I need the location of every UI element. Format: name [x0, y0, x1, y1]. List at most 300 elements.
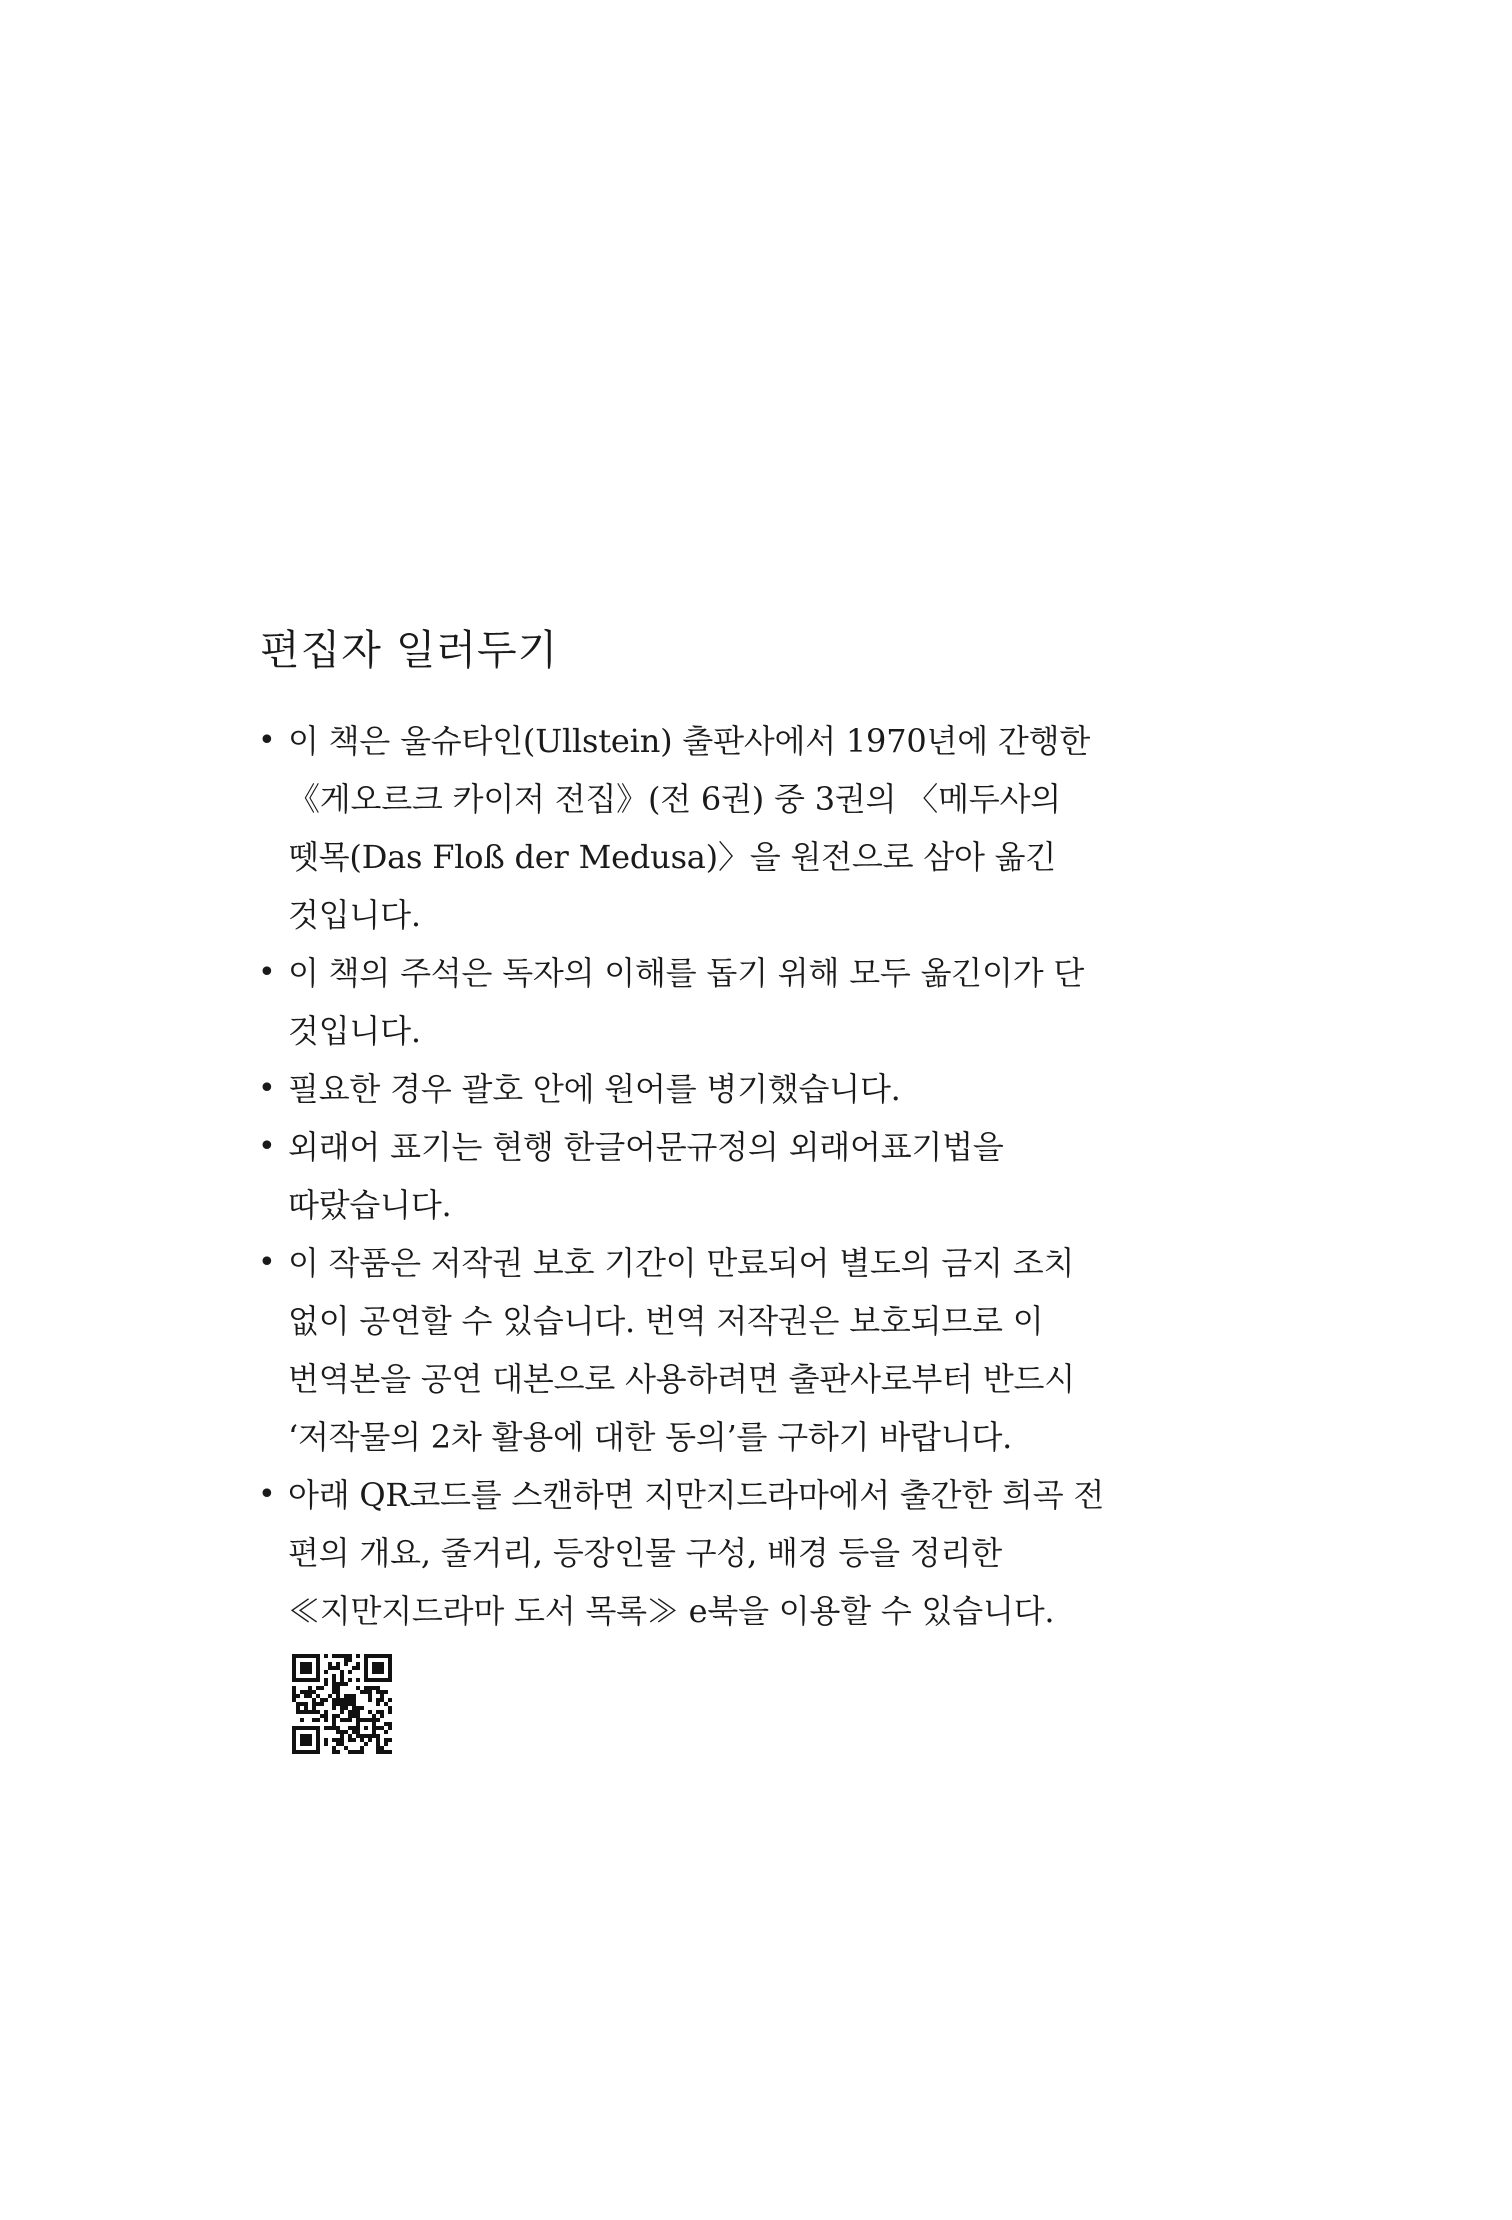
qr-module	[316, 1654, 320, 1658]
list-item	[258, 712, 1298, 944]
qr-module	[300, 1666, 304, 1670]
qr-module	[348, 1714, 352, 1718]
qr-module	[300, 1726, 304, 1730]
qr-module	[332, 1698, 336, 1702]
qr-module	[292, 1670, 296, 1674]
qr-module	[376, 1702, 380, 1706]
qr-module	[368, 1698, 372, 1702]
qr-module	[324, 1698, 328, 1702]
qr-module	[316, 1750, 320, 1754]
qr-module	[344, 1706, 348, 1710]
qr-module	[292, 1686, 296, 1690]
qr-module	[344, 1702, 348, 1706]
qr-module	[332, 1686, 336, 1690]
qr-module	[340, 1670, 344, 1674]
qr-module	[308, 1690, 312, 1694]
note-line: 아래 QR코드를 스캔하면 지만지드라마에서 출간한 희곡 전	[288, 1476, 1105, 1514]
qr-module	[304, 1750, 308, 1754]
qr-module	[388, 1658, 392, 1662]
qr-module	[324, 1654, 328, 1658]
qr-module	[296, 1702, 300, 1706]
qr-module	[324, 1738, 328, 1742]
qr-module	[312, 1702, 316, 1706]
qr-module	[340, 1654, 344, 1658]
qr-module	[380, 1670, 384, 1674]
qr-module	[296, 1750, 300, 1754]
qr-module	[356, 1722, 360, 1726]
qr-module	[388, 1722, 392, 1726]
qr-module	[316, 1678, 320, 1682]
qr-module	[296, 1654, 300, 1658]
qr-module	[308, 1738, 312, 1742]
qr-module	[324, 1726, 328, 1730]
qr-module	[336, 1690, 340, 1694]
qr-module	[380, 1690, 384, 1694]
qr-module	[332, 1726, 336, 1730]
qr-module	[296, 1726, 300, 1730]
qr-module	[356, 1730, 360, 1734]
qr-module	[364, 1726, 368, 1730]
qr-module	[384, 1730, 388, 1734]
qr-module	[316, 1658, 320, 1662]
qr-module	[292, 1730, 296, 1734]
qr-module	[292, 1742, 296, 1746]
qr-module	[348, 1670, 352, 1674]
note-line: 것입니다.	[288, 1012, 421, 1050]
qr-module	[372, 1714, 376, 1718]
qr-module	[332, 1718, 336, 1722]
qr-module	[340, 1706, 344, 1710]
qr-module	[376, 1742, 380, 1746]
qr-module	[352, 1726, 356, 1730]
qr-module	[348, 1658, 352, 1662]
qr-module	[316, 1726, 320, 1730]
list-item	[258, 1234, 1298, 1466]
qr-module	[384, 1690, 388, 1694]
qr-module	[356, 1726, 360, 1730]
qr-module	[344, 1682, 348, 1686]
qr-module	[356, 1718, 360, 1722]
qr-module	[332, 1654, 336, 1658]
qr-module	[368, 1694, 372, 1698]
qr-module	[336, 1750, 340, 1754]
qr-module	[348, 1654, 352, 1658]
qr-module	[348, 1698, 352, 1702]
qr-module	[308, 1750, 312, 1754]
qr-module	[352, 1694, 356, 1698]
qr-module	[304, 1694, 308, 1698]
qr-module	[352, 1666, 356, 1670]
qr-module	[328, 1726, 332, 1730]
qr-module	[304, 1678, 308, 1682]
qr-module	[360, 1746, 364, 1750]
qr-module	[372, 1730, 376, 1734]
qr-module	[296, 1678, 300, 1682]
qr-module	[292, 1654, 296, 1658]
note-line: 편의 개요, 줄거리, 등장인물 구성, 배경 등을 정리한	[288, 1534, 1002, 1572]
qr-module	[296, 1706, 300, 1710]
qr-module	[320, 1686, 324, 1690]
qr-module	[292, 1726, 296, 1730]
qr-module	[328, 1694, 332, 1698]
qr-module	[388, 1710, 392, 1714]
qr-module	[292, 1678, 296, 1682]
qr-module	[320, 1698, 324, 1702]
qr-module	[368, 1678, 372, 1682]
qr-module	[300, 1670, 304, 1674]
qr-module	[336, 1698, 340, 1702]
qr-module	[332, 1750, 336, 1754]
qr-module	[376, 1678, 380, 1682]
qr-module	[352, 1702, 356, 1706]
qr-module	[364, 1670, 368, 1674]
qr-module	[340, 1678, 344, 1682]
qr-module	[300, 1702, 304, 1706]
qr-module	[368, 1686, 372, 1690]
qr-module	[292, 1746, 296, 1750]
qr-module	[360, 1738, 364, 1742]
qr-module	[332, 1706, 336, 1710]
qr-module	[324, 1678, 328, 1682]
qr-module	[292, 1690, 296, 1694]
qr-module	[380, 1662, 384, 1666]
qr-module	[380, 1714, 384, 1718]
qr-module	[300, 1734, 304, 1738]
qr-module	[332, 1682, 336, 1686]
qr-module	[308, 1742, 312, 1746]
qr-module	[332, 1702, 336, 1706]
qr-code-icon	[292, 1654, 392, 1754]
qr-module	[360, 1690, 364, 1694]
bullet-icon: •	[258, 1071, 276, 1106]
qr-module	[336, 1662, 340, 1666]
qr-module	[316, 1734, 320, 1738]
qr-module	[388, 1654, 392, 1658]
qr-module	[372, 1734, 376, 1738]
qr-module	[344, 1698, 348, 1702]
qr-module	[384, 1654, 388, 1658]
list-item	[258, 1060, 1298, 1118]
qr-module	[304, 1670, 308, 1674]
note-line: ≪지만지드라마 도서 목록≫ e북을 이용할 수 있습니다.	[288, 1592, 1055, 1630]
qr-module	[356, 1654, 360, 1658]
bullet-icon: •	[258, 1245, 276, 1280]
qr-module	[312, 1706, 316, 1710]
qr-module	[332, 1746, 336, 1750]
qr-module	[316, 1746, 320, 1750]
qr-module	[380, 1694, 384, 1698]
qr-module	[360, 1718, 364, 1722]
qr-module	[376, 1686, 380, 1690]
qr-module	[388, 1706, 392, 1710]
qr-module	[372, 1686, 376, 1690]
qr-module	[324, 1714, 328, 1718]
qr-module	[304, 1742, 308, 1746]
qr-module	[388, 1670, 392, 1674]
qr-module	[364, 1734, 368, 1738]
qr-module	[316, 1686, 320, 1690]
qr-module	[316, 1694, 320, 1698]
qr-module	[376, 1726, 380, 1730]
qr-module	[316, 1702, 320, 1706]
qr-module	[384, 1722, 388, 1726]
qr-module	[368, 1654, 372, 1658]
qr-module	[352, 1750, 356, 1754]
qr-module	[292, 1666, 296, 1670]
qr-module	[340, 1718, 344, 1722]
qr-module	[328, 1662, 332, 1666]
qr-module	[376, 1690, 380, 1694]
qr-module	[308, 1734, 312, 1738]
qr-module	[324, 1742, 328, 1746]
qr-module	[372, 1654, 376, 1658]
qr-module	[364, 1742, 368, 1746]
qr-module	[304, 1666, 308, 1670]
qr-module	[388, 1666, 392, 1670]
qr-module	[300, 1750, 304, 1754]
qr-module	[336, 1702, 340, 1706]
qr-module	[356, 1750, 360, 1754]
qr-module	[376, 1666, 380, 1670]
editor-notes-list	[258, 712, 1298, 1640]
qr-module	[332, 1674, 336, 1678]
qr-module	[376, 1698, 380, 1702]
qr-module	[376, 1718, 380, 1722]
qr-module	[292, 1750, 296, 1754]
qr-module	[388, 1678, 392, 1682]
qr-module	[292, 1694, 296, 1698]
qr-module	[352, 1710, 356, 1714]
qr-module	[292, 1738, 296, 1742]
note-line: 뗏목(Das Floß der Medusa)〉을 원전으로 삼아 옮긴	[288, 838, 1057, 876]
qr-module	[340, 1710, 344, 1714]
qr-module	[388, 1738, 392, 1742]
qr-module	[308, 1670, 312, 1674]
qr-module	[316, 1718, 320, 1722]
qr-module	[364, 1718, 368, 1722]
note-line: 이 작품은 저작권 보호 기간이 만료되어 별도의 금지 조치	[288, 1244, 1075, 1282]
list-item	[258, 1118, 1298, 1234]
qr-module	[360, 1734, 364, 1738]
qr-module	[300, 1678, 304, 1682]
qr-module	[348, 1694, 352, 1698]
qr-module	[356, 1662, 360, 1666]
qr-module	[376, 1746, 380, 1750]
qr-module	[352, 1698, 356, 1702]
qr-module	[320, 1714, 324, 1718]
qr-module	[316, 1670, 320, 1674]
qr-module	[336, 1714, 340, 1718]
qr-module	[336, 1686, 340, 1690]
bullet-icon: •	[258, 955, 276, 990]
qr-module	[296, 1710, 300, 1714]
qr-module	[388, 1698, 392, 1702]
qr-module	[344, 1730, 348, 1734]
qr-module	[376, 1750, 380, 1754]
qr-module	[384, 1678, 388, 1682]
qr-module	[300, 1710, 304, 1714]
qr-module	[348, 1678, 352, 1682]
qr-module	[380, 1678, 384, 1682]
qr-module	[376, 1654, 380, 1658]
qr-module	[300, 1738, 304, 1742]
qr-module	[332, 1690, 336, 1694]
list-item	[258, 1466, 1298, 1640]
qr-module	[292, 1658, 296, 1662]
qr-module	[384, 1738, 388, 1742]
qr-module	[300, 1718, 304, 1722]
qr-module	[356, 1686, 360, 1690]
note-line: 이 책의 주석은 독자의 이해를 돕기 위해 모두 옮긴이가 단	[288, 954, 1085, 992]
qr-module	[380, 1666, 384, 1670]
qr-module	[316, 1662, 320, 1666]
qr-module	[316, 1730, 320, 1734]
qr-module	[372, 1718, 376, 1722]
note-line: ‘저작물의 2차 활용에 대한 동의’를 구하기 바랍니다.	[288, 1418, 1013, 1456]
qr-module	[340, 1730, 344, 1734]
qr-module	[360, 1750, 364, 1754]
qr-module	[332, 1722, 336, 1726]
qr-module	[300, 1662, 304, 1666]
qr-module	[316, 1710, 320, 1714]
note-line: 없이 공연할 수 있습니다. 번역 저작권은 보호되므로 이	[288, 1302, 1044, 1340]
qr-module	[380, 1698, 384, 1702]
qr-module	[368, 1734, 372, 1738]
qr-module	[316, 1738, 320, 1742]
qr-module	[348, 1702, 352, 1706]
bullet-icon: •	[258, 1129, 276, 1164]
qr-module	[348, 1710, 352, 1714]
bullet-icon: •	[258, 723, 276, 758]
qr-module	[332, 1666, 336, 1670]
qr-module	[352, 1706, 356, 1710]
bullet-icon: •	[258, 1477, 276, 1512]
qr-module	[340, 1674, 344, 1678]
qr-module	[316, 1666, 320, 1670]
qr-module	[304, 1702, 308, 1706]
qr-module	[340, 1682, 344, 1686]
qr-module	[336, 1742, 340, 1746]
qr-module	[292, 1662, 296, 1666]
qr-module	[380, 1654, 384, 1658]
qr-module	[376, 1710, 380, 1714]
qr-module	[368, 1718, 372, 1722]
qr-module	[388, 1726, 392, 1730]
qr-module	[364, 1678, 368, 1682]
qr-module	[304, 1710, 308, 1714]
qr-module	[336, 1694, 340, 1698]
qr-module	[300, 1690, 304, 1694]
qr-module	[352, 1714, 356, 1718]
qr-module	[356, 1666, 360, 1670]
qr-module	[376, 1738, 380, 1742]
qr-module	[304, 1706, 308, 1710]
qr-module	[376, 1734, 380, 1738]
qr-module	[304, 1738, 308, 1742]
qr-module	[388, 1674, 392, 1678]
qr-module	[308, 1694, 312, 1698]
qr-module	[304, 1726, 308, 1730]
note-line: 필요한 경우 괄호 안에 원어를 병기했습니다.	[288, 1070, 901, 1108]
qr-module	[308, 1654, 312, 1658]
qr-module	[344, 1718, 348, 1722]
qr-module	[336, 1730, 340, 1734]
qr-module	[380, 1750, 384, 1754]
qr-module	[312, 1654, 316, 1658]
qr-module	[308, 1666, 312, 1670]
qr-module	[336, 1726, 340, 1730]
qr-module	[332, 1714, 336, 1718]
qr-module	[380, 1746, 384, 1750]
qr-module	[356, 1706, 360, 1710]
qr-module	[320, 1702, 324, 1706]
qr-module	[364, 1666, 368, 1670]
qr-module	[312, 1750, 316, 1754]
qr-module	[308, 1726, 312, 1730]
qr-module	[340, 1698, 344, 1702]
qr-module	[308, 1678, 312, 1682]
note-line: 번역본을 공연 대본으로 사용하려면 출판사로부터 반드시	[288, 1360, 1075, 1398]
qr-module	[308, 1662, 312, 1666]
note-line: 외래어 표기는 현행 한글어문규정의 외래어표기법을	[288, 1128, 1004, 1166]
qr-module	[356, 1678, 360, 1682]
qr-module	[340, 1738, 344, 1742]
qr-module	[372, 1726, 376, 1730]
qr-module	[372, 1670, 376, 1674]
qr-module	[312, 1710, 316, 1714]
qr-module	[380, 1710, 384, 1714]
qr-module	[356, 1714, 360, 1718]
qr-module	[368, 1738, 372, 1742]
qr-module	[376, 1670, 380, 1674]
qr-module	[324, 1670, 328, 1674]
qr-module	[372, 1666, 376, 1670]
qr-module	[300, 1654, 304, 1658]
qr-module	[388, 1750, 392, 1754]
note-line: 것입니다.	[288, 896, 421, 934]
qr-module	[316, 1742, 320, 1746]
qr-module	[364, 1690, 368, 1694]
qr-module	[292, 1734, 296, 1738]
qr-module	[352, 1738, 356, 1742]
qr-module	[340, 1734, 344, 1738]
qr-module	[344, 1662, 348, 1666]
qr-module	[332, 1678, 336, 1682]
qr-module	[312, 1726, 316, 1730]
qr-module	[348, 1726, 352, 1730]
qr-module	[336, 1666, 340, 1670]
qr-module	[312, 1698, 316, 1702]
qr-module	[384, 1742, 388, 1746]
qr-module	[356, 1734, 360, 1738]
qr-module	[368, 1690, 372, 1694]
qr-module	[336, 1654, 340, 1658]
page-title: 편집자 일러두기	[260, 626, 559, 674]
qr-module	[352, 1730, 356, 1734]
qr-module	[348, 1750, 352, 1754]
qr-module	[344, 1746, 348, 1750]
qr-module	[304, 1654, 308, 1658]
qr-module	[380, 1726, 384, 1730]
qr-module	[356, 1710, 360, 1714]
qr-module	[332, 1738, 336, 1742]
qr-module	[344, 1694, 348, 1698]
note-line: 따랐습니다.	[288, 1186, 452, 1224]
qr-module	[292, 1674, 296, 1678]
qr-module	[384, 1750, 388, 1754]
qr-module	[304, 1662, 308, 1666]
qr-module	[360, 1706, 364, 1710]
